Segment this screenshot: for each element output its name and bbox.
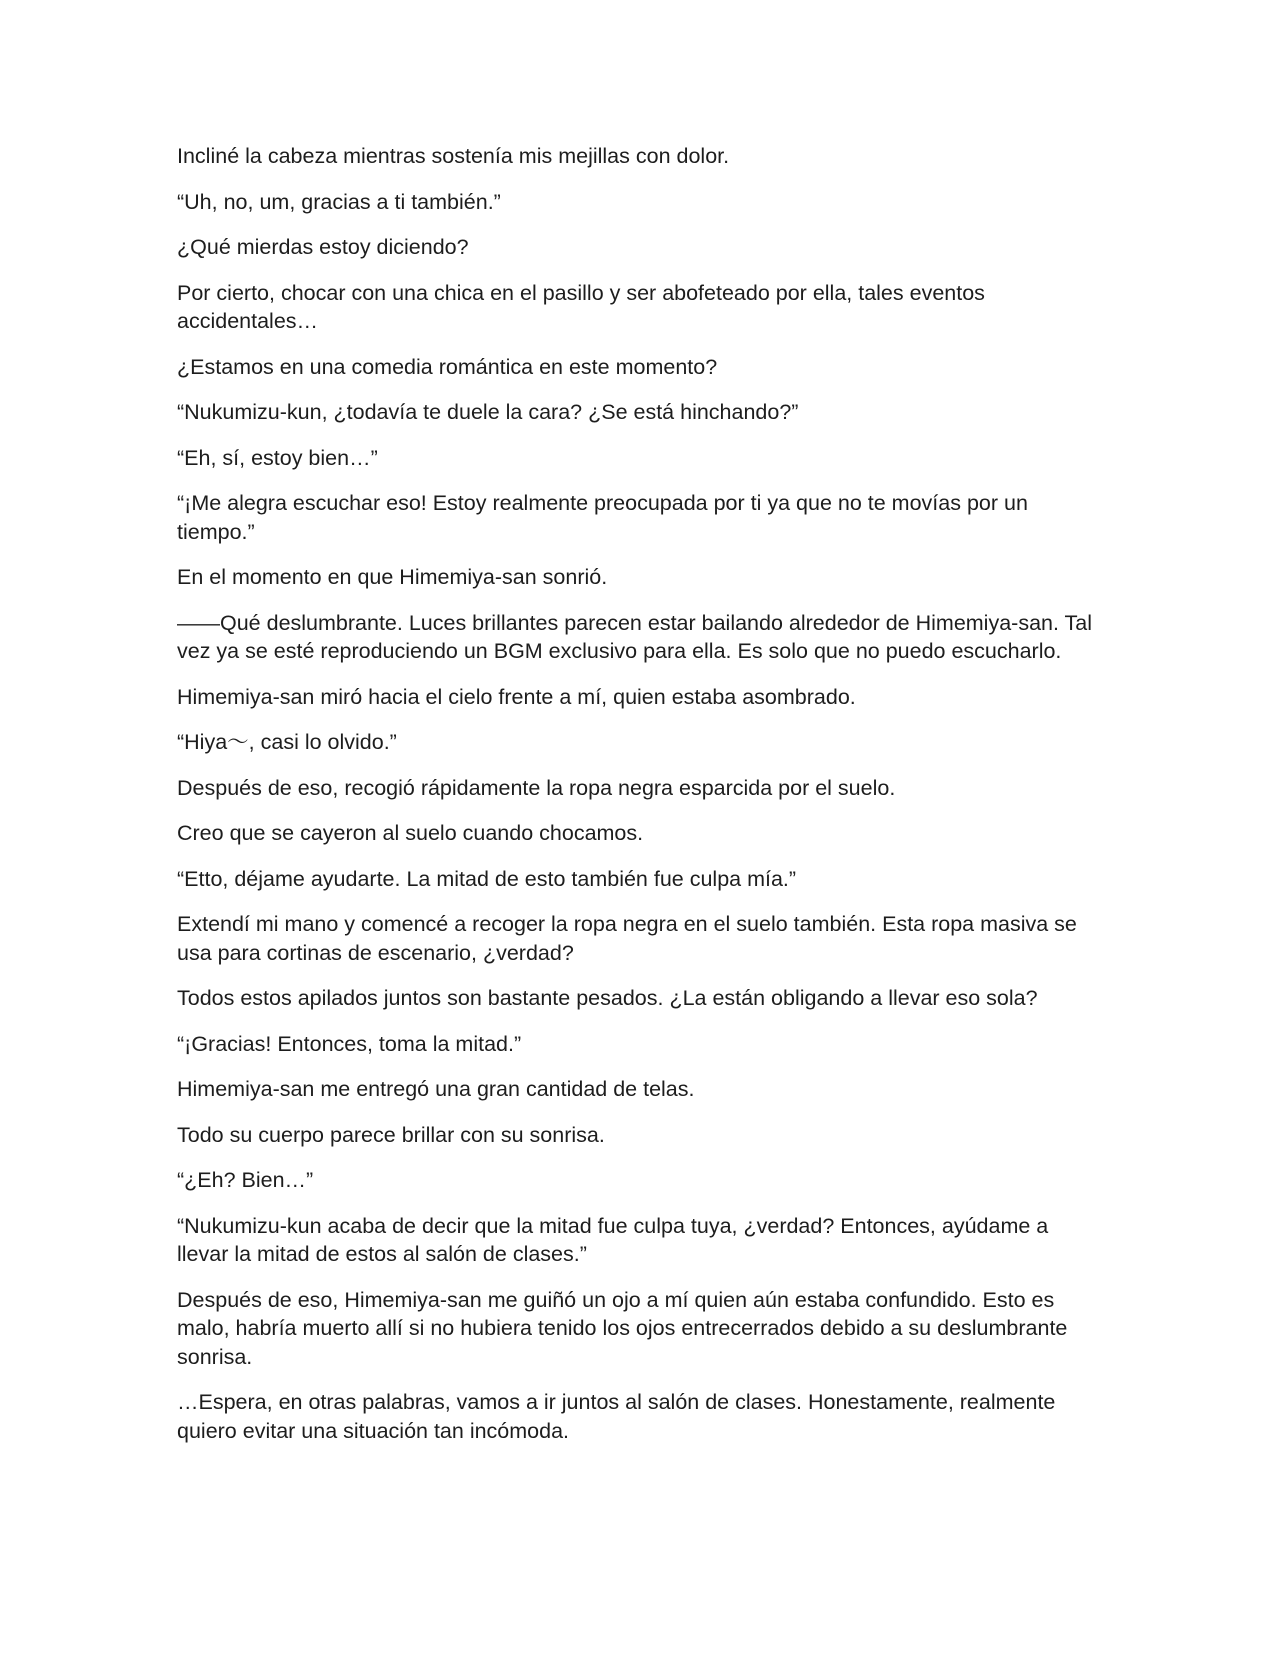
paragraph: ¿Estamos en una comedia romántica en este momento? — [177, 354, 718, 379]
paragraph: Después de eso, recogió rápidamente la ropa negra esparcida por el suelo. — [177, 775, 896, 800]
paragraph: En el momento en que Himemiya-san sonrió. — [177, 565, 608, 589]
paragraph: “Eh, sí, estoy bien…” — [177, 445, 378, 470]
paragraph: Creo que se cayeron al suelo cuando chocamos. — [177, 821, 644, 845]
paragraph: “¡Gracias! Entonces, toma la mitad.” — [177, 1031, 522, 1056]
paragraph: “Hiya～, casi lo olvido.” — [177, 730, 397, 754]
paragraph: Incliné la cabeza mientras sostenía mis mejillas con dolor. — [177, 144, 730, 168]
paragraph: Todo su cuerpo parece brillar con su sonrisa. — [177, 1122, 605, 1147]
paragraph: Extendí mi mano y comencé a recoger la ropa negra en el suelo también. Esta ropa masiva se usa para cortinas de escenario, ¿verdad? — [177, 912, 1077, 965]
paragraph: “Nukumizu-kun acaba de decir que la mitad fue culpa tuya, ¿verdad? Entonces, ayúdame a llevar la mitad de estos al salón de clases.” — [177, 1213, 1049, 1266]
paragraph: “Etto, déjame ayudarte. La mitad de esto también fue culpa mía.” — [177, 866, 797, 891]
paragraph: Himemiya-san miró hacia el cielo frente a mí, quien estaba asombrado. — [177, 684, 856, 709]
paragraph: Todos estos apilados juntos son bastante pesados. ¿La están obligando a llevar eso sola? — [177, 986, 1038, 1010]
paragraph: Después de eso, Himemiya-san me guiñó un ojo a mí quien aún estaba confundido. Esto es malo, habría muerto allí si no hubiera tenido los ojos entrecerrados debido a su deslumbrante sonrisa. — [177, 1287, 1068, 1369]
document-page — [177, 142, 1102, 1462]
paragraph: Por cierto, chocar con una chica en el pasillo y ser abofeteado por ella, tales eventos accidentales… — [177, 280, 985, 333]
paragraph: Himemiya-san me entregó una gran cantidad de telas. — [177, 1077, 695, 1101]
paragraph: ¿Qué mierdas estoy diciendo? — [177, 235, 469, 259]
paragraph: …Espera, en otras palabras, vamos a ir juntos al salón de clases. Honestamente, realmente quiero evitar una situación tan incómoda. — [177, 1390, 1056, 1443]
paragraph: ——Qué deslumbrante. Luces brillantes parecen estar bailando alrededor de Himemiya-san. Tal vez ya se esté reproduciendo un BGM exclusivo para ella. Es solo que no puedo escucharlo. — [177, 610, 1093, 663]
paragraph: “Uh, no, um, gracias a ti también.” — [177, 189, 501, 214]
paragraph: “Nukumizu-kun, ¿todavía te duele la cara? ¿Se está hinchando?” — [177, 400, 799, 424]
paragraph: “¿Eh? Bien…” — [177, 1168, 314, 1192]
paragraph: “¡Me alegra escuchar eso! Estoy realmente preocupada por ti ya que no te movías por un tiempo.” — [177, 491, 1028, 544]
